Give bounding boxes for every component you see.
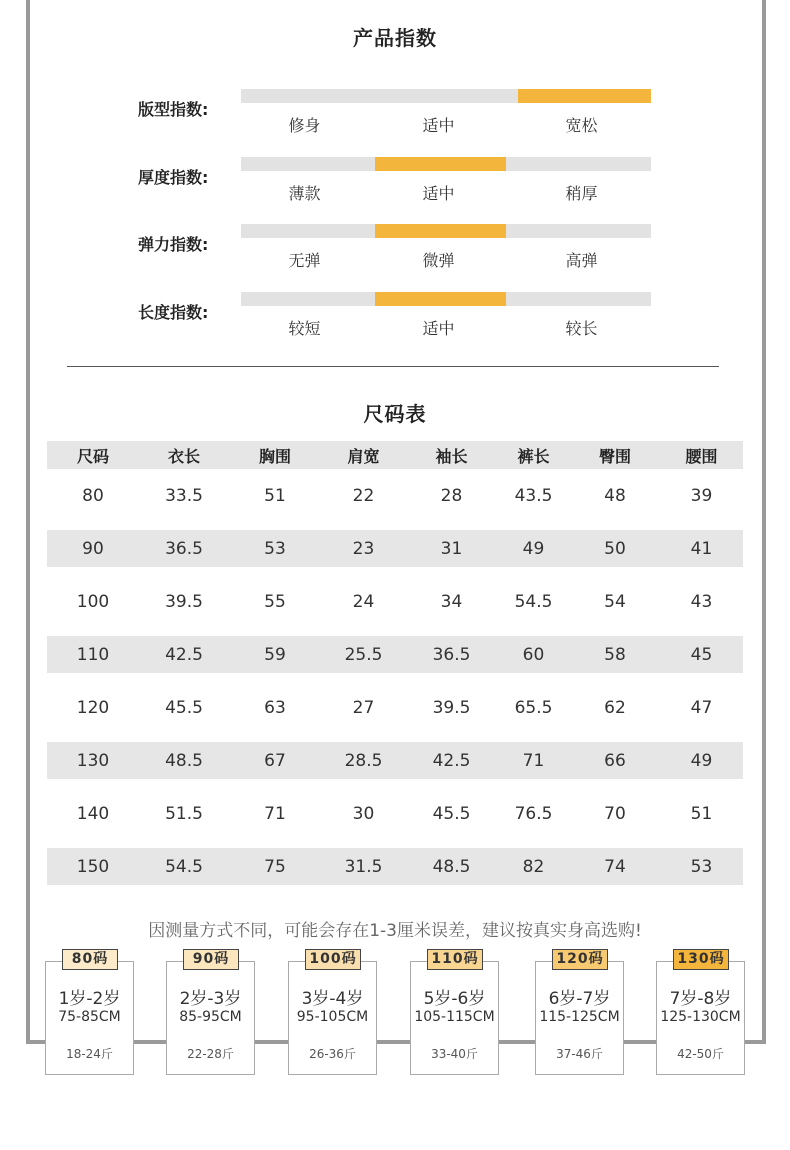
table-cell: 47 <box>690 697 713 718</box>
index-option: 微弹 <box>422 251 455 270</box>
card-height-range: 95-105CM <box>296 1009 369 1025</box>
table-cell: 48 <box>604 485 626 506</box>
index-row <box>0 224 790 284</box>
table-cell: 36.5 <box>432 644 471 665</box>
card-size-tag: 80码 <box>62 949 118 970</box>
index-segment <box>375 89 506 103</box>
table-cell: 71 <box>522 750 545 771</box>
table-cell: 45 <box>690 644 713 665</box>
index-label: 版型指数: <box>138 100 209 119</box>
table-cell: 71 <box>264 803 286 824</box>
index-option: 稍厚 <box>565 184 598 203</box>
table-header-row <box>47 441 743 469</box>
table-cell: 45.5 <box>432 803 471 824</box>
table-header-cell: 胸围 <box>258 446 291 466</box>
table-row <box>47 575 743 628</box>
table-cell: 42.5 <box>432 750 471 771</box>
table-cell: 53 <box>690 856 713 877</box>
size-chart-title: 尺码表 <box>363 402 427 426</box>
card-height-range: 115-125CM <box>539 1009 620 1025</box>
table-cell: 36.5 <box>165 538 203 559</box>
table-row <box>47 787 743 840</box>
table-cell: 54.5 <box>514 591 553 612</box>
index-option: 较短 <box>288 319 321 338</box>
card-height-range: 125-130CM <box>660 1009 741 1025</box>
table-row <box>47 530 743 567</box>
table-cell: 65.5 <box>514 697 553 718</box>
table-cell: 53 <box>264 538 286 559</box>
index-segment-selected <box>375 224 506 238</box>
table-header-cell: 臀围 <box>598 446 631 466</box>
table-cell: 80 <box>82 485 104 506</box>
index-segment-selected <box>518 89 651 103</box>
index-option: 宽松 <box>565 116 598 135</box>
table-cell: 28 <box>440 485 463 506</box>
index-segment <box>241 224 374 238</box>
table-header-cell: 尺码 <box>76 446 109 466</box>
table-header-cell: 腰围 <box>685 446 718 466</box>
table-cell: 63 <box>264 697 286 718</box>
age-size-card <box>45 961 134 1075</box>
card-height-range: 105-115CM <box>414 1009 495 1025</box>
card-age-range: 5岁-6岁 <box>423 989 486 1009</box>
index-option: 适中 <box>422 116 455 135</box>
table-cell: 90 <box>82 538 104 559</box>
card-size-tag: 120码 <box>552 949 608 970</box>
table-row <box>47 636 743 673</box>
age-size-card <box>656 961 745 1075</box>
table-cell: 76.5 <box>514 803 553 824</box>
index-row <box>0 292 790 352</box>
table-row <box>47 681 743 734</box>
table-cell: 51.5 <box>165 803 203 824</box>
table-cell: 130 <box>76 750 110 771</box>
section-divider <box>67 366 719 367</box>
table-row <box>47 742 743 779</box>
table-cell: 31.5 <box>344 856 383 877</box>
table-cell: 42.5 <box>165 644 203 665</box>
card-height-range: 85-95CM <box>179 1009 242 1025</box>
index-option: 高弹 <box>565 251 598 270</box>
age-size-card <box>410 961 499 1075</box>
table-cell: 54.5 <box>165 856 203 877</box>
index-option: 适中 <box>422 184 455 203</box>
table-header-cell: 肩宽 <box>347 446 380 466</box>
table-row <box>47 848 743 885</box>
age-size-card <box>288 961 377 1075</box>
index-option: 修身 <box>288 116 321 135</box>
table-cell: 25.5 <box>344 644 383 665</box>
table-cell: 75 <box>264 856 286 877</box>
index-option: 薄款 <box>288 184 321 203</box>
table-cell: 58 <box>604 644 626 665</box>
age-size-card <box>166 961 255 1075</box>
table-cell: 41 <box>690 538 713 559</box>
card-size-tag: 90码 <box>183 949 239 970</box>
index-segment <box>518 157 651 171</box>
index-option: 适中 <box>422 319 455 338</box>
table-cell: 120 <box>76 697 110 718</box>
card-weight-range: 37-46斤 <box>556 1047 603 1061</box>
card-size-tag: 110码 <box>427 949 483 970</box>
table-cell: 33.5 <box>165 485 203 506</box>
table-cell: 22 <box>352 485 375 506</box>
card-age-range: 2岁-3岁 <box>179 989 242 1009</box>
age-size-card <box>535 961 624 1075</box>
table-cell: 27 <box>352 697 375 718</box>
index-option: 较长 <box>565 319 598 338</box>
index-segment <box>518 292 651 306</box>
card-weight-range: 33-40斤 <box>431 1047 478 1061</box>
index-label: 弹力指数: <box>138 235 209 254</box>
card-age-range: 6岁-7岁 <box>548 989 611 1009</box>
frame-bottom-border <box>26 1040 766 1044</box>
card-weight-range: 26-36斤 <box>309 1047 356 1061</box>
table-header-cell: 衣长 <box>167 446 200 466</box>
table-cell: 39.5 <box>165 591 203 612</box>
index-segment <box>241 292 374 306</box>
table-cell: 31 <box>440 538 463 559</box>
table-cell: 24 <box>352 591 375 612</box>
table-cell: 48.5 <box>165 750 203 771</box>
table-cell: 23 <box>352 538 375 559</box>
table-cell: 48.5 <box>432 856 471 877</box>
table-cell: 39.5 <box>432 697 471 718</box>
card-size-tag: 130码 <box>673 949 729 970</box>
index-row <box>0 89 790 149</box>
table-cell: 28.5 <box>344 750 383 771</box>
table-cell: 110 <box>76 644 110 665</box>
table-cell: 62 <box>604 697 626 718</box>
table-cell: 50 <box>604 538 626 559</box>
table-cell: 74 <box>604 856 626 877</box>
table-cell: 45.5 <box>165 697 203 718</box>
index-label: 厚度指数: <box>138 168 209 187</box>
index-segment-selected <box>375 157 506 171</box>
table-cell: 59 <box>264 644 286 665</box>
index-segment <box>241 89 374 103</box>
index-label: 长度指数: <box>138 303 209 322</box>
index-segment-selected <box>375 292 506 306</box>
index-row <box>0 157 790 217</box>
card-age-range: 1岁-2岁 <box>58 989 121 1009</box>
card-age-range: 3岁-4岁 <box>301 989 364 1009</box>
table-cell: 39 <box>690 485 713 506</box>
table-cell: 51 <box>690 803 713 824</box>
card-age-range: 7岁-8岁 <box>669 989 732 1009</box>
card-weight-range: 42-50斤 <box>677 1047 724 1061</box>
card-weight-range: 18-24斤 <box>66 1047 113 1061</box>
table-row <box>47 469 743 522</box>
table-cell: 66 <box>604 750 626 771</box>
table-cell: 140 <box>76 803 110 824</box>
table-cell: 49 <box>690 750 713 771</box>
table-header-cell: 袖长 <box>435 446 468 466</box>
index-segment <box>518 224 651 238</box>
table-cell: 100 <box>76 591 110 612</box>
table-cell: 30 <box>352 803 375 824</box>
product-index-title: 产品指数 <box>353 26 437 50</box>
size-table <box>47 441 743 893</box>
table-header-cell: 裤长 <box>517 446 550 466</box>
table-cell: 150 <box>76 856 110 877</box>
table-cell: 60 <box>522 644 545 665</box>
table-cell: 43.5 <box>514 485 553 506</box>
table-cell: 34 <box>440 591 463 612</box>
index-segment <box>241 157 374 171</box>
table-cell: 51 <box>264 485 286 506</box>
table-cell: 55 <box>264 591 286 612</box>
card-weight-range: 22-28斤 <box>187 1047 234 1061</box>
index-option: 无弹 <box>288 251 321 270</box>
card-size-tag: 100码 <box>305 949 361 970</box>
measurement-note: 因测量方式不同，可能会存在1-3厘米误差，建议按真实身高选购! <box>148 921 642 941</box>
table-cell: 82 <box>522 856 545 877</box>
table-cell: 43 <box>690 591 713 612</box>
table-cell: 49 <box>522 538 545 559</box>
card-height-range: 75-85CM <box>58 1009 121 1025</box>
table-cell: 67 <box>264 750 286 771</box>
table-cell: 70 <box>604 803 626 824</box>
table-cell: 54 <box>604 591 626 612</box>
